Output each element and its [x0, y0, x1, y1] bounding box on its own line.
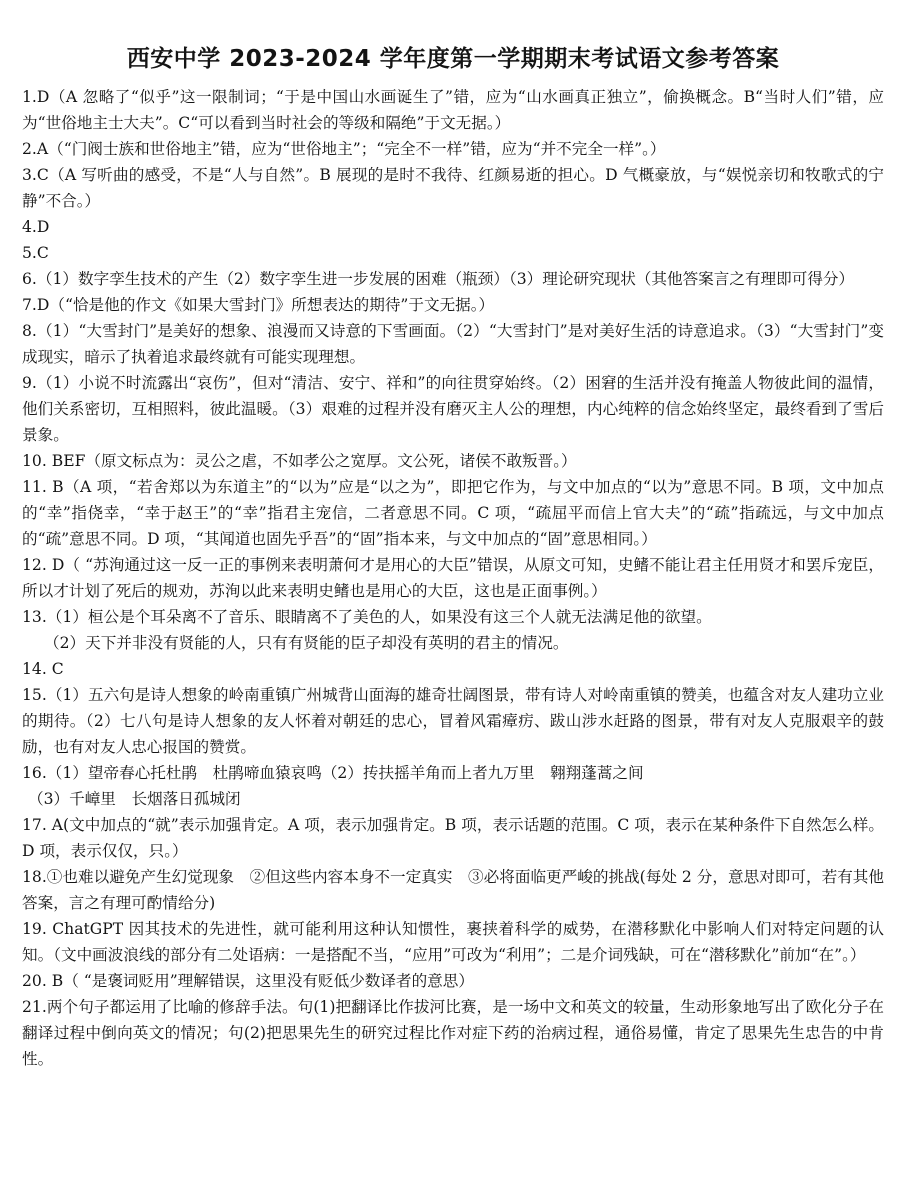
answer-item-17: 17. A(文中加点的“就”表示加强肯定。A 项，表示加强肯定。B 项，表示话题的范围。C 项，表示在某种条件下自然怎么样。D 项，表示仅仅，只。） — [22, 816, 884, 860]
answer-item-7: 7.D（“恰是他的作文《如果大雪封门》所想表达的期待”于文无据。） — [22, 296, 495, 314]
answer-item-13-part-1: 13.（1）桓公是个耳朵离不了音乐、眼睛离不了美色的人，如果没有这三个人就无法满足他的欲望。 — [22, 608, 712, 626]
answer-item-15: 15.（1）五六句是诗人想象的岭南重镇广州城背山面海的雄奇壮阔图景，带有诗人对岭南重镇的赞美，也蕴含对友人建功立业的期待。（2）七八句是诗人想象的友人怀着对朝廷的忠心，冒着风霜瘴疠、跋山涉水赶路的图景，带有对友人克服艰辛的鼓励，也有对友人忠心报国的赞赏。 — [22, 686, 884, 756]
answer-item-13-part-2: （2）天下并非没有贤能的人，只有有贤能的臣子却没有英明的君主的情况。 — [44, 634, 569, 652]
answer-item-19: 19. ChatGPT 因其技术的先进性，就可能利用这种认知惯性，裹挟着科学的威势，在潜移默化中影响人们对特定问题的认知。（文中画波浪线的部分有二处语病：一是搭配不当，“应用”可改为“利用”；二是介词残缺，可在“潜移默化”前加“在”。） — [22, 920, 884, 964]
answer-item-11: 11. B（A 项，“若舍郑以为东道主”的“以为”应是“以之为”，即把它作为，与文中加点的“以为”意思不同。B 项，文中加点的“幸”指侥幸，“幸于赵王”的“幸”指君主宠信，二者意思不同。C 项，“疏屈平而信上官大夫”的“疏”指疏远，与文中加点的“疏”意思不同。D 项，“其闻道也固先乎吾”的“固”指本来，与文中加点的“固”意思相同。） — [22, 478, 884, 548]
answer-item-6: 6.（1）数字孪生技术的产生（2）数字孪生进一步发展的困难（瓶颈）（3）理论研究现状（其他答案言之有理即可得分） — [22, 270, 855, 288]
answer-item-3: 3.C（A 写听曲的感受，不是“人与自然”。B 展现的是时不我待、红颜易逝的担心。D 气概豪放，与“娱悦亲切和牧歌式的宁静”不合。） — [22, 166, 884, 210]
answer-item-4: 4.D — [22, 218, 50, 236]
answer-item-8: 8.（1）“大雪封门”是美好的想象、浪漫而又诗意的下雪画面。（2）“大雪封门”是对美好生活的诗意追求。（3）“大雪封门”变成现实，暗示了执着追求最终就有可能实现理想。 — [22, 322, 884, 366]
answer-item-5: 5.C — [22, 244, 49, 262]
answer-item-16-part-2: （3）千嶂里 长烟落日孤城闭 — [28, 790, 241, 808]
answer-item-16-part-1: 16.（1）望帝春心托杜鹃 杜鹃啼血猿哀鸣（2）抟扶摇羊角而上者九万里 翱翔蓬蒿之间 — [22, 764, 644, 782]
answer-item-12: 12. D（ “苏洵通过这一反一正的事例来表明萧何才是用心的大臣”错误，从原文可知，史鳍不能让君主任用贤才和罢斥宠臣，所以才计划了死后的规劝，苏洵以此来表明史鳍也是用心的大臣，这也是正面事例。） — [22, 556, 884, 600]
page-title: 西安中学 2023-2024 学年度第一学期期末考试语文参考答案 — [126, 46, 780, 72]
answer-item-10: 10. BEF（原文标点为：灵公之虐，不如孝公之宽厚。文公死，诸侯不敢叛晋。） — [22, 452, 577, 470]
answer-item-18: 18.①也难以避免产生幻觉现象 ②但这些内容本身不一定真实 ③必将面临更严峻的挑战(每处 2 分，意思对即可，若有其他答案，言之有理可酌情给分) — [22, 868, 884, 912]
answer-item-21: 21.两个句子都运用了比喻的修辞手法。句(1)把翻译比作拔河比赛，是一场中文和英文的较量，生动形象地写出了欧化分子在翻译过程中倒向英文的情况；句(2)把思果先生的研究过程比作对症下药的治病过程，通俗易懂，肯定了思果先生忠告的中肯性。 — [22, 998, 884, 1068]
answer-item-2: 2.A（“门阀士族和世俗地主”错，应为“世俗地主”；“完全不一样”错，应为“并不完全一样”。） — [22, 140, 666, 158]
answer-list — [22, 84, 884, 1072]
answer-item-9: 9.（1）小说不时流露出“哀伤”，但对“清洁、安宁、祥和”的向往贯穿始终。（2）困窘的生活并没有掩盖人物彼此间的温情，他们关系密切，互相照料，彼此温暖。（3）艰难的过程并没有磨灭主人公的理想，内心纯粹的信念始终坚定，最终看到了雪后景象。 — [22, 374, 884, 444]
answer-item-14: 14. C — [22, 660, 64, 678]
answer-item-1: 1.D（A 忽略了“似乎”这一限制词；“于是中国山水画诞生了”错，应为“山水画真正独立”，偷换概念。B“当时人们”错，应为“世俗地主士大夫”。C“可以看到当时社会的等级和隔绝”于文无据。） — [22, 88, 884, 132]
answer-item-20: 20. B（ “是褒词贬用”理解错误，这里没有贬低少数译者的意思） — [22, 972, 474, 990]
